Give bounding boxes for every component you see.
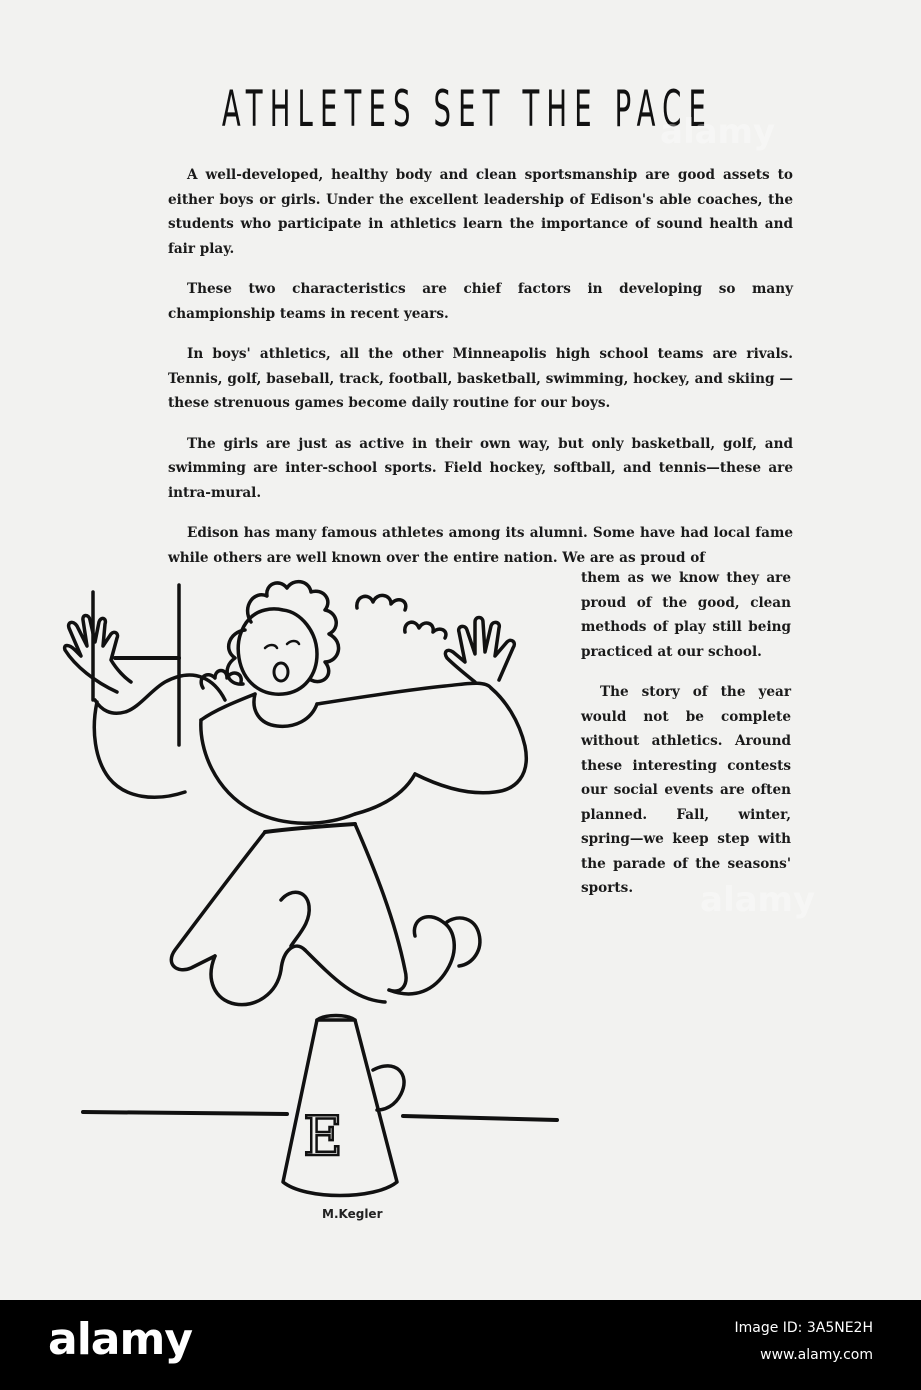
- right-hand: [445, 618, 514, 683]
- watermark-2: alamy: [700, 880, 816, 920]
- paragraph-intro: A well-developed, healthy body and clean sportsmanship are good assets to either boys or girls. Under the excellent leadership of Edison's able coaches, the students who participate in athletics learn the importance of sound health and fair play.: [168, 167, 793, 257]
- main-text-column: [168, 163, 793, 586]
- paragraph-alumni-continued: them as we know they are proud of the good, clean methods of play still being practiced at our school.: [581, 570, 791, 660]
- ground-line-left: [83, 1112, 287, 1114]
- leg-right: [389, 917, 454, 994]
- paragraph-boys-athletics: In boys' athletics, all the other Minneapolis high school teams are rivals. Tennis, golf, baseball, track, football, basketball, swimming, hockey, and skiing —these strenuous games become daily routine for our boys.: [168, 346, 793, 411]
- shoe-left: [281, 892, 309, 946]
- torso-left: [201, 720, 355, 823]
- paragraph-characteristics: These two characteristics are chief factors in developing so many championship teams in recent years.: [168, 281, 793, 322]
- collar: [254, 694, 317, 726]
- eye-right: [287, 641, 299, 644]
- skirt-left: [171, 832, 265, 970]
- left-arm-upper: [95, 675, 225, 713]
- leg-left: [211, 946, 305, 1005]
- watermark-1: alamy: [660, 112, 776, 152]
- eye-left: [265, 645, 277, 648]
- hair-wisp-right-2: [405, 622, 446, 638]
- left-arm-lower: [94, 702, 185, 797]
- torso-right: [355, 774, 415, 814]
- shoulder-right: [317, 683, 491, 704]
- hair-top: [248, 582, 339, 682]
- image-id: Image ID: 3A5NE2H: [734, 1320, 873, 1336]
- hair-wisp-right-1: [357, 595, 406, 610]
- left-hand: [65, 616, 131, 693]
- waistband: [265, 824, 355, 832]
- paragraph-alumni: Edison has many famous athletes among its alumni. Some have had local fame while others are well known over the entire nation. We are as proud of: [168, 525, 793, 566]
- skirt-hem: [305, 950, 385, 1002]
- paragraph-girls-athletics: The girls are just as active in their own way, but only basketball, golf, and swimming are inter-school sports. Field hockey, softball, and tennis—these are intra-mural.: [168, 435, 793, 501]
- shoulder-left: [201, 694, 255, 720]
- footer-bar: [0, 1300, 921, 1390]
- cheerleader-illustration: [55, 570, 575, 1240]
- skirt-right: [355, 824, 406, 991]
- alamy-logo[interactable]: alamy: [48, 1314, 192, 1365]
- ground-line-right: [403, 1116, 557, 1120]
- right-arm: [415, 688, 526, 793]
- mouth: [274, 663, 288, 681]
- page-title: ATHLETES SET THE PACE: [221, 80, 714, 138]
- side-text-column: [581, 566, 791, 917]
- megaphone-letter: E: [303, 1105, 343, 1168]
- paragraph-story-of-year: The story of the year would not be complete without athletics. Around these interesting contests our social events are often planned. Fall, winter, spring—we keep step with the parade of the seasons' sports.: [581, 684, 791, 896]
- site-url[interactable]: www.alamy.com: [760, 1347, 873, 1363]
- artist-signature: M.Kegler: [322, 1207, 383, 1221]
